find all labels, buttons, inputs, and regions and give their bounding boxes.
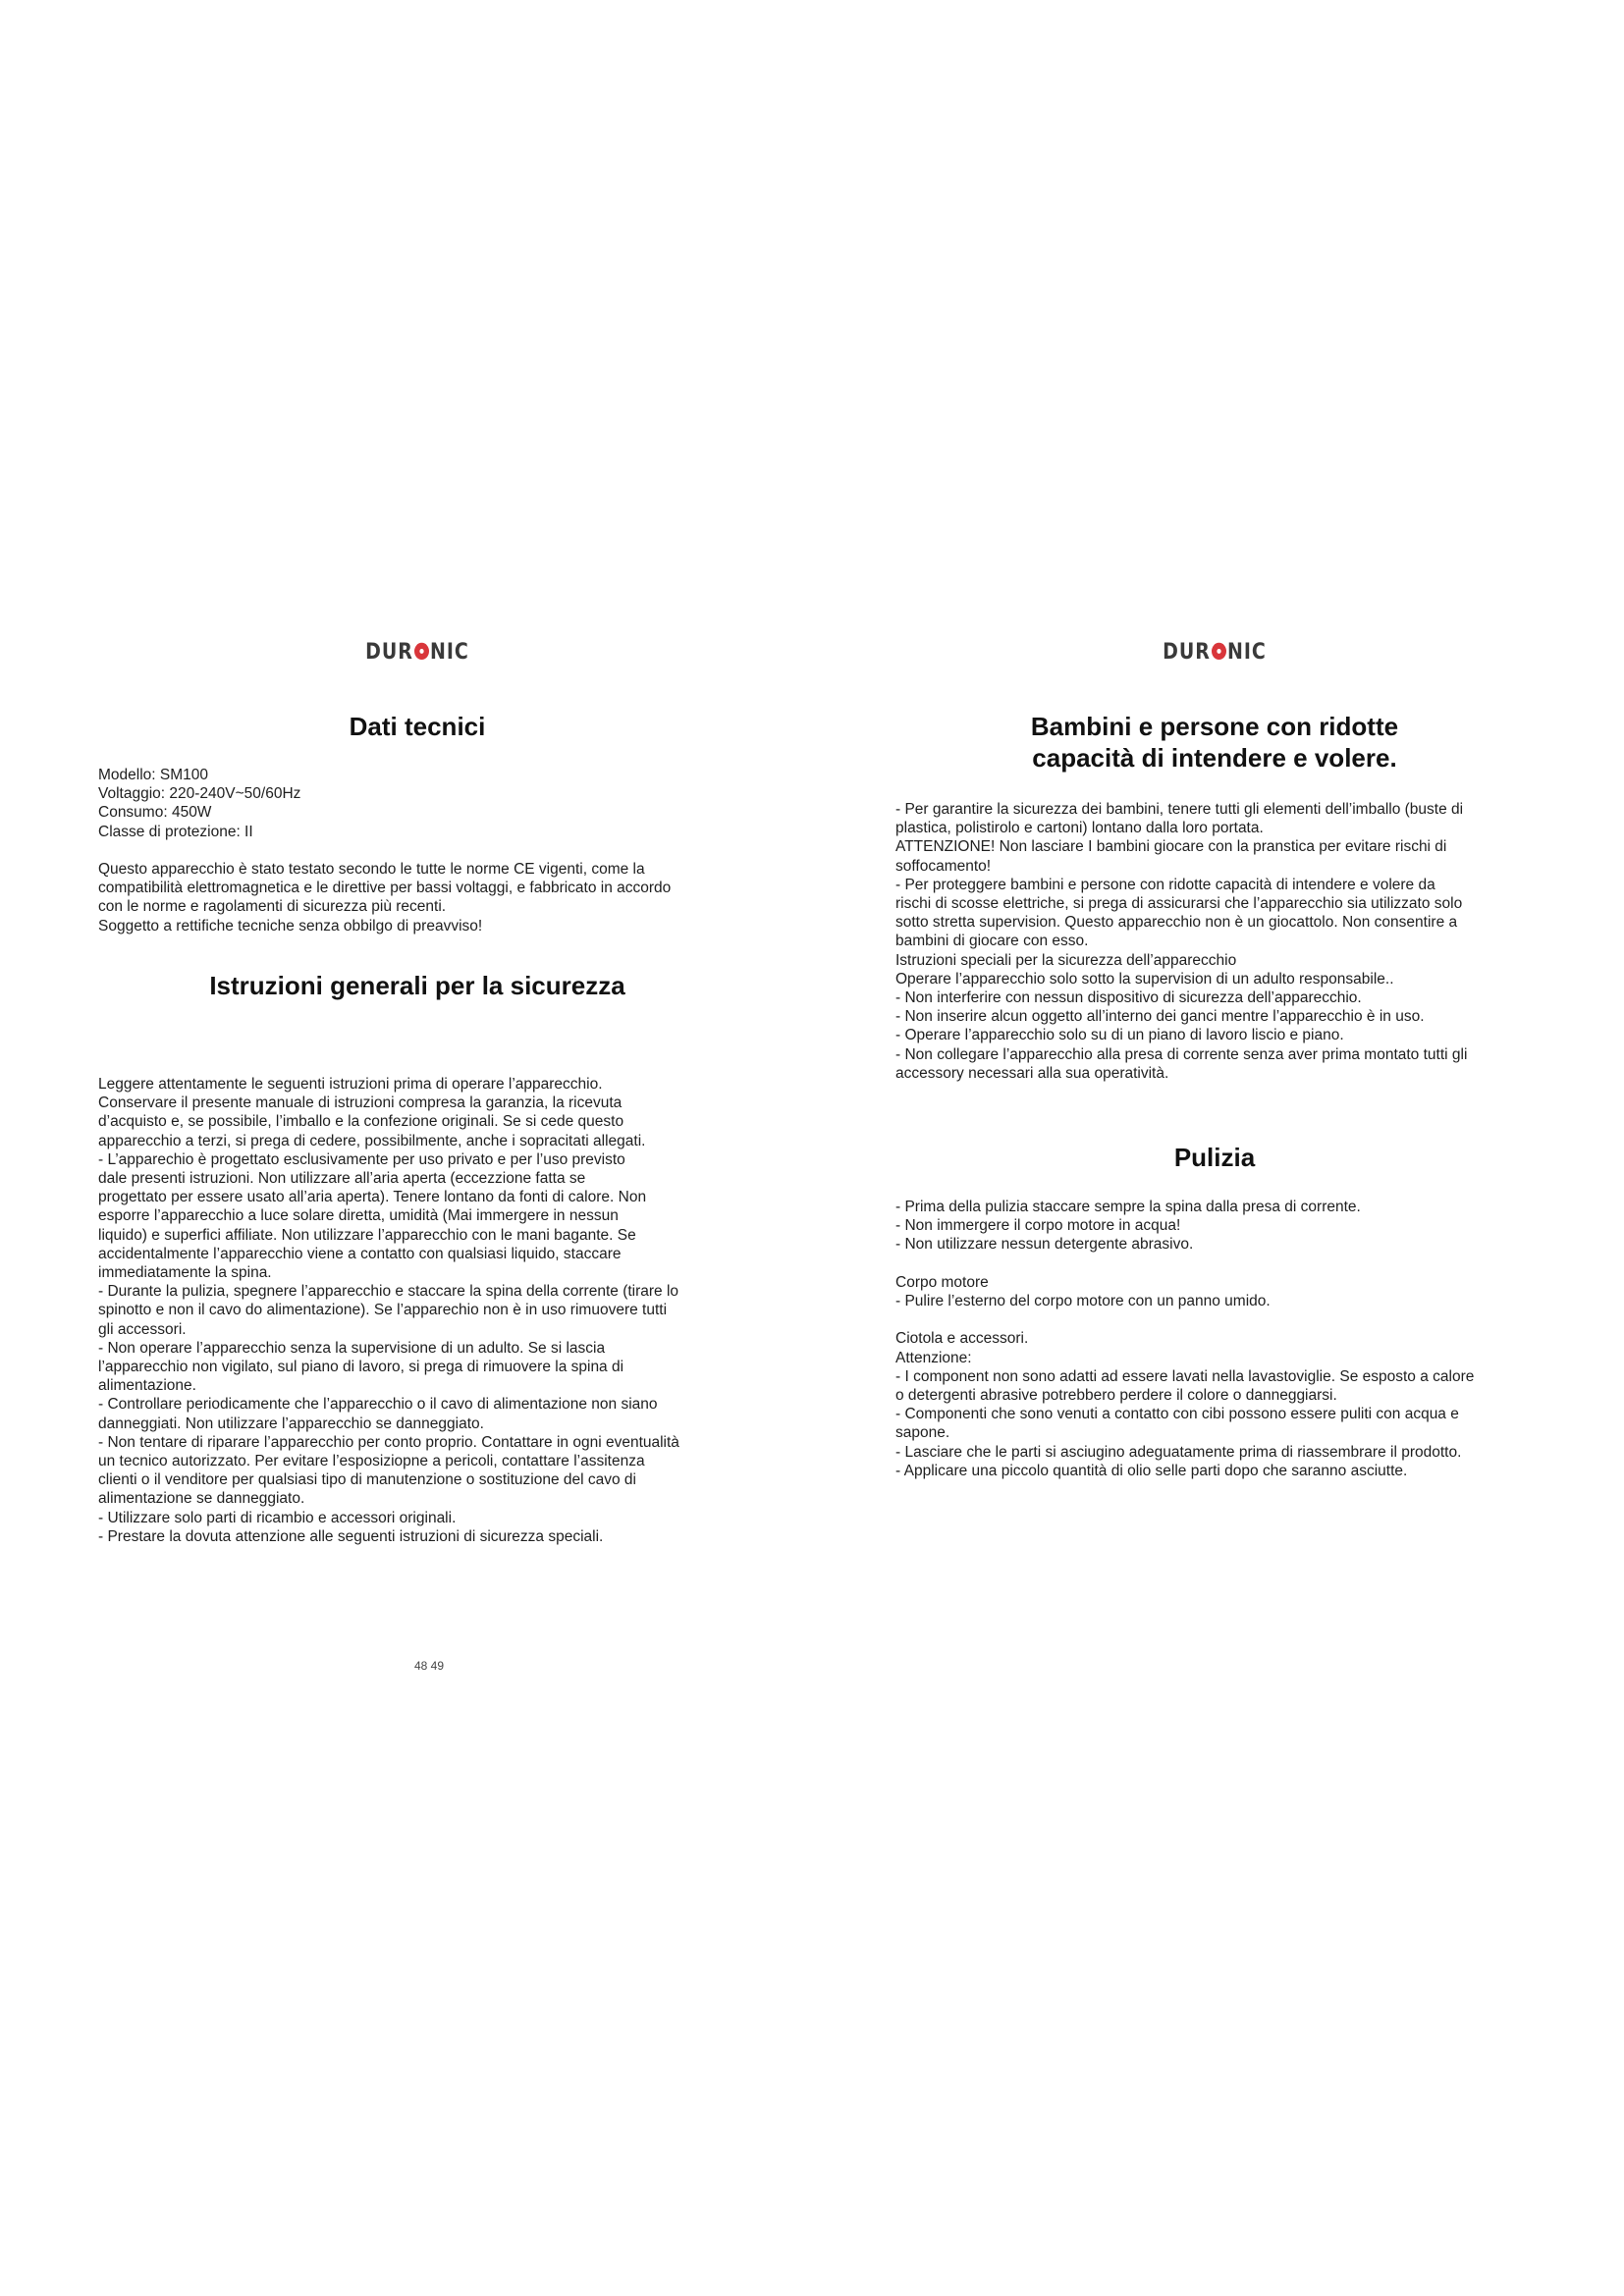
duronic-logo	[895, 639, 1534, 664]
text-line: apparecchio a terzi, si prega di cedere, possibilmente, anche i sopracitati allegati.	[98, 1132, 646, 1149]
right-page	[895, 0, 1534, 2296]
text-line: Operare l’apparecchio solo sotto la supervision di un adulto responsabile..	[895, 970, 1394, 988]
text-line: sotto stretta supervision. Questo apparecchio non è un giocattolo. Non consentire a	[895, 914, 1458, 932]
spacer	[895, 1255, 1534, 1273]
text-line: gli accessori.	[98, 1320, 187, 1338]
text-line: danneggiati. Non utilizzare l’apparecchio se danneggiato.	[98, 1415, 484, 1432]
text-line: sapone.	[895, 1424, 950, 1442]
tech-specs	[98, 766, 736, 841]
text-line: spinotto e non il cavo do alimentazione). Se l’apparechio non è in uso rimuovere tutti	[98, 1302, 668, 1319]
cleaning-heading: Pulizia	[1173, 1143, 1256, 1172]
text-line: rischi di scosse elettriche, si prega di assicurarsi che l’apparecchio sia utilizzato solo	[895, 895, 1463, 913]
text-line: compatibilità elettromagnetica e le direttive per bassi voltaggi, e fabbricato in accordo	[98, 880, 672, 897]
text-line: - Non collegare l’apparecchio alla presa di corrente senza aver prima montato tutti gli	[895, 1045, 1468, 1063]
text-line: bambini di giocare con esso.	[895, 933, 1089, 950]
spec-voltage: Voltaggio: 220-240V~50/60Hz	[98, 785, 301, 803]
spacer	[895, 1310, 1534, 1329]
spec-model: Modello: SM100	[98, 767, 209, 783]
text-line: liquido) e superfici affiliate. Non utilizzare l’apparecchio con le mani bagante. Se	[98, 1226, 636, 1244]
text-line: dale presenti istruzioni. Non utilizzare all’aria aperta (eccezzione fatta se	[98, 1170, 586, 1188]
tech-notes	[98, 860, 736, 935]
text-line: - Non inserire alcun oggetto all’interno dei ganci mentre l’apparecchio è in uso.	[895, 1008, 1425, 1026]
children-heading-line-2: capacità di intendere e volere.	[1032, 743, 1397, 773]
text-line: Conservare il presente manuale di istruzioni compresa la garanzia, la ricevuta	[98, 1095, 623, 1112]
text-line: - L’apparechio è progettato esclusivamente per uso privato e per l’uso previsto	[98, 1150, 625, 1168]
safety-heading: Istruzioni generali per la sicurezza	[209, 971, 625, 1000]
text-line: o detergenti abrasive potrebbero perdere il colore o danneggiarsi.	[895, 1387, 1337, 1404]
text-line: - I component non sono adatti ad essere lavati nella lavastoviglie. Se esposto a calore	[895, 1367, 1475, 1385]
text-line: alimentazione.	[98, 1377, 196, 1395]
logo-o-icon	[414, 643, 429, 660]
text-line: Leggere attentamente le seguenti istruzioni prima di operare l’apparecchio.	[98, 1076, 603, 1093]
text-line: - Applicare una piccolo quantità di olio selle parti dopo che saranno asciutte.	[895, 1462, 1408, 1479]
text-line: Questo apparecchio è stato testato secondo le tutte le norme CE vigenti, come la	[98, 861, 645, 878]
spec-protection-class: Classe di protezione: II	[98, 823, 253, 840]
text-line: soffocamento!	[895, 857, 992, 875]
safety-instructions	[98, 1075, 736, 1546]
tech-data-heading: Dati tecnici	[349, 712, 486, 741]
text-line: un tecnico autorizzato. Per evitare l’esposiziopne a pericoli, contattare l’assitenza	[98, 1453, 645, 1470]
text-line: - Controllare periodicamente che l’apparecchio o il cavo di alimentazione non siano	[98, 1396, 658, 1414]
text-line: Ciotola e accessori.	[895, 1330, 1029, 1348]
text-line: immediatamente la spina.	[98, 1264, 272, 1282]
text-line: - Componenti che sono venuti a contatto con cibi possono essere puliti con acqua e	[895, 1406, 1459, 1423]
text-line: - Utilizzare solo parti di ricambio e accessori originali.	[98, 1509, 457, 1526]
text-line: - Lasciare che le parti si asciugino adeguatamente prima di riassembrare il prodotto.	[895, 1443, 1462, 1461]
left-page	[98, 0, 736, 2296]
text-line: alimentazione se danneggiato.	[98, 1490, 305, 1508]
cleaning-instructions	[895, 1198, 1534, 1480]
text-line: - Non utilizzare nessun detergente abrasivo.	[895, 1236, 1194, 1254]
page-numbers: 48 49	[414, 1659, 445, 1673]
text-line: clienti o il venditore per qualsiasi tipo di manutenzione o sostituzione del cavo di	[98, 1471, 636, 1489]
text-line: Istruzioni speciali per la sicurezza dell’apparecchio	[895, 951, 1237, 969]
text-line: - Pulire l’esterno del corpo motore con un panno umido.	[895, 1293, 1271, 1309]
text-line: - Per garantire la sicurezza dei bambini, tenere tutti gli elementi dell’imballo (buste di	[895, 801, 1464, 818]
text-line: - Prestare la dovuta attenzione alle seguenti istruzioni di sicurezza speciali.	[98, 1527, 604, 1545]
logo-text-end: NIC	[1226, 639, 1267, 665]
text-line: - Non operare l’apparecchio senza la supervisione di un adulto. Se si lascia	[98, 1339, 606, 1357]
text-line: - Non tentare di riparare l’apparecchio per conto proprio. Contattare in ogni eventualità	[98, 1433, 679, 1451]
logo-text-start: DUR	[365, 639, 413, 665]
text-line: plastica, polistirolo e cartoni) lontano dalla loro portata.	[895, 820, 1264, 837]
spec-power: Consumo: 450W	[98, 804, 212, 822]
text-line: Corpo motore	[895, 1273, 989, 1291]
text-line: progettato per essere usato all’aria aperta). Tenere lontano da fonti di calore. Non	[98, 1189, 647, 1206]
text-line: d’acquisto e, se possibile, l’imballo e la confezione originali. Se si cede questo	[98, 1113, 624, 1131]
text-line: - Per proteggere bambini e persone con ridotte capacità di intendere e volere da	[895, 876, 1435, 893]
text-line: - Non immergere il corpo motore in acqua!	[895, 1217, 1181, 1235]
logo-text-start: DUR	[1163, 639, 1211, 665]
logo-text-end: NIC	[429, 639, 469, 665]
text-line: - Durante la pulizia, spegnere l’apparecchio e staccare la spina della corrente (tirare lo	[98, 1283, 679, 1301]
children-heading	[895, 711, 1534, 774]
text-line: esporre l’apparecchio a luce solare diretta, umidità (Mai immergere in nessun	[98, 1207, 619, 1225]
text-line: ATTENZIONE! Non lasciare I bambini giocare con la pranstica per evitare rischi di	[895, 838, 1447, 856]
text-line: - Non interferire con nessun dispositivo di sicurezza dell’apparecchio.	[895, 989, 1362, 1007]
text-line: - Operare l’apparecchio solo su di un piano di lavoro liscio e piano.	[895, 1027, 1344, 1044]
text-line: Soggetto a rettifiche tecniche senza obbilgo di preavviso!	[98, 917, 483, 934]
logo-o-icon	[1212, 643, 1226, 660]
text-line: Attenzione:	[895, 1349, 972, 1366]
text-line: - Prima della pulizia staccare sempre la spina dalla presa di corrente.	[895, 1199, 1361, 1215]
text-line: l’apparecchio non vigilato, sul piano di lavoro, si prega di rimuovere la spina di	[98, 1359, 624, 1376]
children-heading-line-1: Bambini e persone con ridotte	[1030, 712, 1399, 741]
text-line: con le norme e ragolamenti di sicurezza più recenti.	[98, 898, 447, 916]
children-safety	[895, 800, 1534, 1083]
text-line: accidentalmente l’apparecchio viene a contatto con qualsiasi liquido, staccare	[98, 1245, 622, 1262]
duronic-logo	[98, 639, 736, 664]
text-line: accessory necessari alla sua operatività.	[895, 1064, 1169, 1082]
